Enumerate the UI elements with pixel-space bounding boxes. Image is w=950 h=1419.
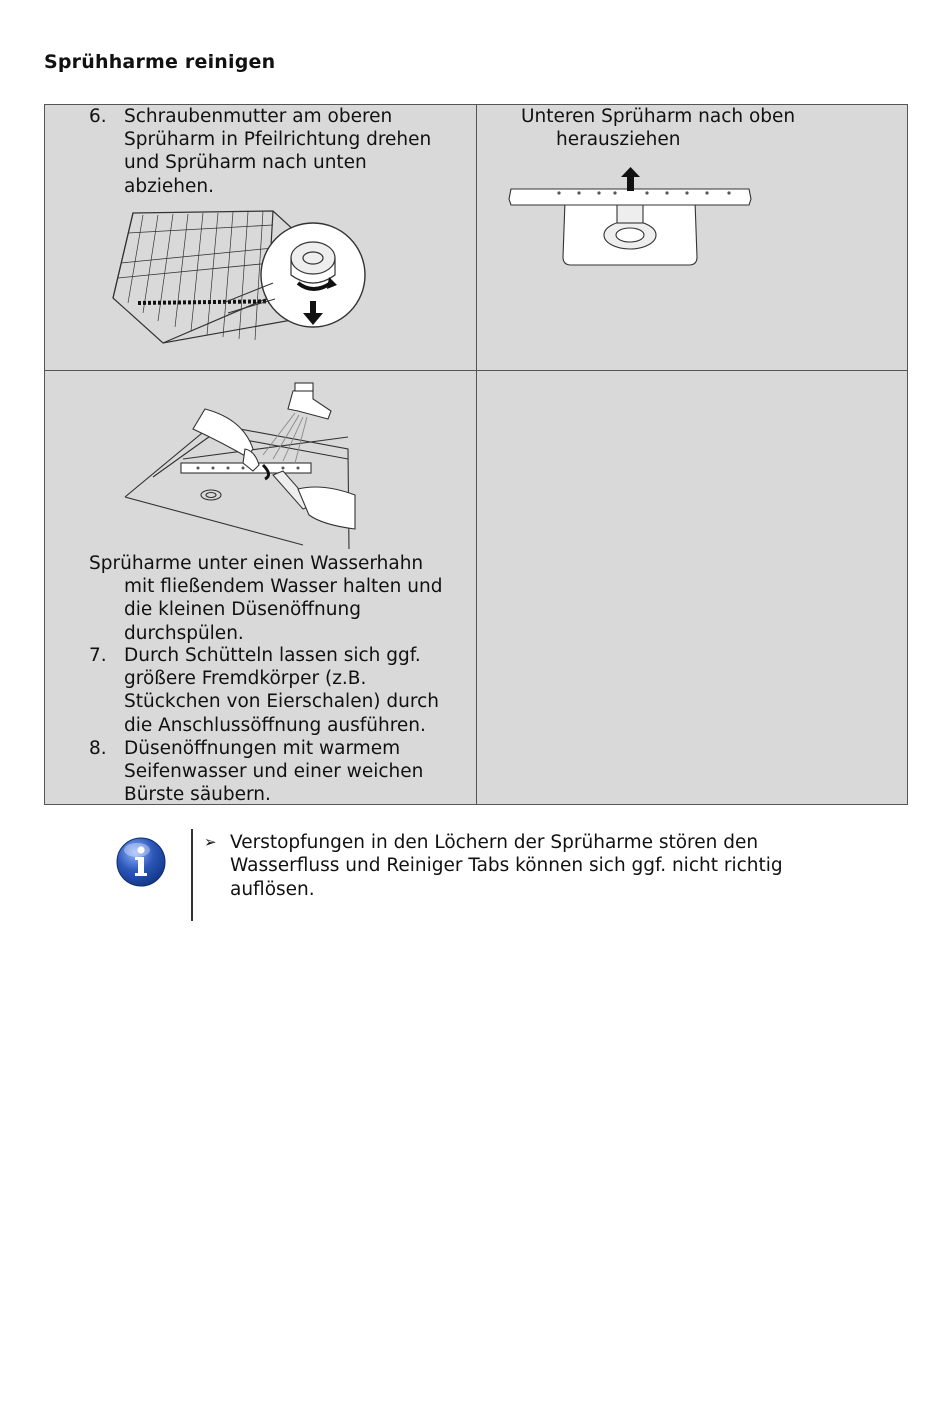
cell-lower-arm	[476, 104, 908, 371]
step-7-number: 7.	[89, 645, 107, 666]
lower-arm-line: Unteren Sprüharm nach oben	[521, 106, 796, 127]
step-7-text	[89, 644, 439, 737]
intro-line: die kleinen Düsenöffnung	[124, 599, 361, 621]
note-line: auflösen.	[230, 878, 315, 900]
step-6-line: abziehen.	[124, 175, 215, 197]
note-divider	[191, 829, 193, 921]
intro-line: Sprüharme unter einen Wasserhahn	[89, 553, 424, 574]
note-text	[230, 831, 850, 901]
step-6-line: und Sprüharm nach unten	[124, 152, 367, 174]
step-7-line: die Anschlussöffnung ausführen.	[124, 714, 426, 736]
upper-rack-illustration	[103, 203, 379, 349]
step-6-text	[89, 105, 431, 198]
step-8-line: Bürste säubern.	[124, 784, 271, 806]
cell-cleaning-steps	[44, 370, 477, 805]
step-8-number: 8.	[89, 738, 107, 759]
step-7-line: Durch Schütteln lassen sich ggf.	[124, 645, 421, 666]
lower-arm-line: herausziehen	[556, 129, 681, 151]
arrow-bullet-icon: ➢	[204, 833, 217, 851]
step-8-line: Düsenöffnungen mit warmem	[124, 738, 401, 759]
intro-text	[89, 552, 442, 645]
page-title: Sprühharme reinigen	[44, 51, 276, 73]
step-6-line: Schraubenmutter am oberen	[124, 106, 393, 127]
info-icon	[115, 836, 167, 888]
step-7-line: größere Fremdkörper (z.B.	[124, 668, 367, 690]
note-line: Wasserfluss und Reiniger Tabs können sich ggf. nicht richtig	[230, 855, 783, 877]
step-6-line: Sprüharm in Pfeilrichtung drehen	[124, 129, 432, 151]
instruction-table	[44, 104, 908, 805]
intro-line: mit fließendem Wasser halten und	[124, 576, 443, 598]
intro-line: durchspülen.	[124, 622, 244, 644]
step-6-number: 6.	[89, 106, 107, 127]
step-8-line: Seifenwasser und einer weichen	[124, 761, 424, 783]
step-8-text	[89, 737, 423, 807]
lower-arm-text	[521, 105, 795, 151]
step-7-line: Stückchen von Eierschalen) durch	[124, 691, 439, 713]
rinse-under-tap-illustration	[123, 379, 359, 549]
cell-empty	[476, 370, 908, 805]
cell-step-6	[44, 104, 477, 371]
lower-spray-arm-illustration	[507, 165, 757, 270]
note-line: Verstopfungen in den Löchern der Sprüharme stören den	[230, 832, 759, 853]
